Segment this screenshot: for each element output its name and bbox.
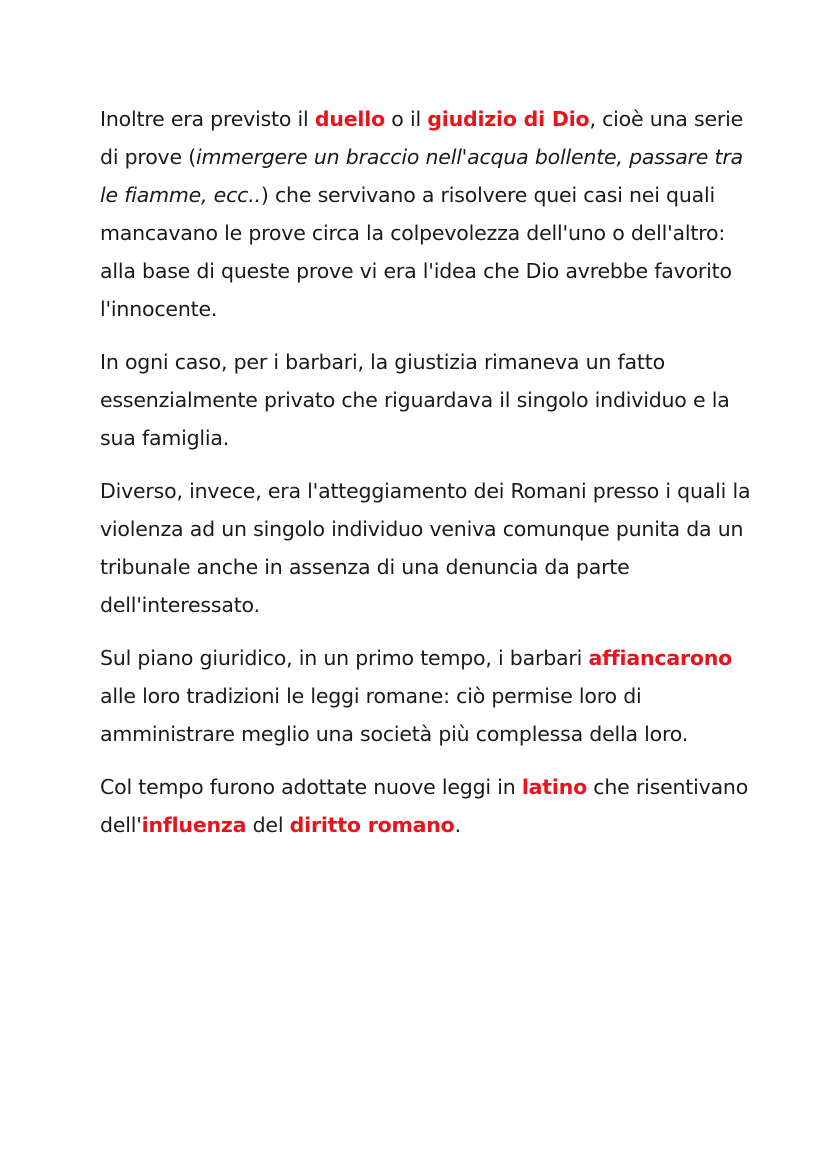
text-segment: Inoltre era previsto il	[100, 107, 315, 131]
keyword-giudizio-di-dio: giudizio di Dio	[427, 107, 590, 131]
paragraph-duello	[100, 100, 760, 328]
text-segment: In ogni caso, per i barbari, la giustizia rimaneva un fatto essenzialmente privato che riguardava il singolo individuo e la sua famiglia.	[100, 350, 730, 450]
text-segment: ) che servivano a risolvere quei casi nei quali mancavano le prove circa la colpevolezza dell'uno o dell'altro: alla base di queste prove vi era l'idea che Dio avrebbe favorito l'innocente.	[100, 183, 732, 321]
paragraph-leggi-latino	[100, 768, 760, 844]
document-body	[100, 100, 760, 859]
text-segment: .	[454, 813, 461, 837]
text-segment: del	[246, 813, 290, 837]
paragraph-romani	[100, 472, 760, 624]
text-segment: alle loro tradizioni le leggi romane: ciò permise loro di amministrare meglio una società più complessa della loro.	[100, 684, 689, 746]
text-segment: Sul piano giuridico, in un primo tempo, i barbari	[100, 646, 589, 670]
keyword-latino: latino	[521, 775, 587, 799]
keyword-influenza: influenza	[141, 813, 247, 837]
italic-examples: immergere un braccio nell'acqua bollente, passare tra le fiamme, ecc..	[100, 145, 743, 207]
paragraph-piano-giuridico	[100, 639, 760, 753]
keyword-diritto-romano: diritto romano	[289, 813, 455, 837]
text-segment: , cioè una serie di prove (	[100, 107, 744, 169]
text-segment: che risentivano dell'	[100, 775, 749, 837]
keyword-affiancarono: affiancarono	[588, 646, 733, 670]
text-segment: Col tempo furono adottate nuove leggi in	[100, 775, 522, 799]
paragraph-giustizia-privata	[100, 343, 760, 457]
text-segment: o il	[384, 107, 428, 131]
keyword-duello: duello	[314, 107, 385, 131]
text-segment: Diverso, invece, era l'atteggiamento dei Romani presso i quali la violenza ad un singolo individuo veniva comunque punita da un tribunale anche in assenza di una denuncia da parte dell'interessato.	[100, 479, 751, 617]
